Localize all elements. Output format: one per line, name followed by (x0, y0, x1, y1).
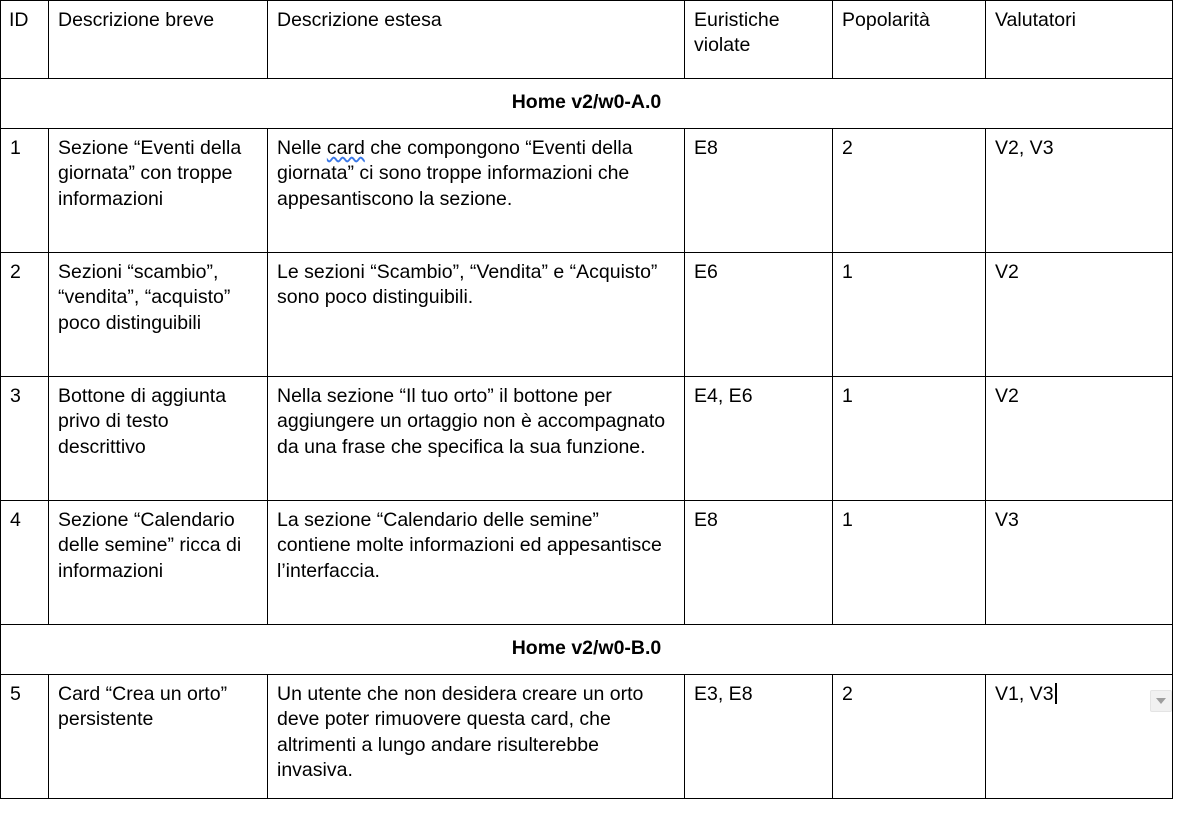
cell-euristiche-violate[interactable]: E8 (685, 129, 833, 253)
table-row (1, 501, 1173, 625)
cell-id: 1 (1, 129, 49, 253)
estesa-text-post: che compongono “Eventi della giornata” ci sono troppe informazioni che appesantiscono la sezione. (277, 137, 633, 210)
text-cursor (1055, 683, 1057, 704)
table-header (1, 1, 1173, 79)
section-title-home-v2-w0-a0: Home v2/w0-A.0 (1, 79, 1173, 129)
cell-valutatori[interactable]: V2 (986, 253, 1173, 377)
chevron-down-icon[interactable] (1150, 690, 1172, 712)
cell-descrizione-breve[interactable]: Sezione “Calendario delle semine” ricca di informazioni (49, 501, 268, 625)
cell-popolarita[interactable]: 2 (833, 675, 986, 799)
cell-valutatori-text: V1, V3 (995, 683, 1054, 705)
section-header-row (1, 625, 1173, 675)
table-row (1, 377, 1173, 501)
table-header-row (1, 1, 1173, 79)
cell-popolarita[interactable]: 1 (833, 501, 986, 625)
cell-descrizione-estesa[interactable]: Nella sezione “Il tuo orto” il bottone per aggiungere un ortaggio non è accompagnato da una frase che specifica la sua funzione. (268, 377, 685, 501)
section-header-row (1, 79, 1173, 129)
cell-descrizione-estesa[interactable]: Le sezioni “Scambio”, “Vendita” e “Acquisto” sono poco distinguibili. (268, 253, 685, 377)
table-row (1, 675, 1173, 799)
table-row (1, 129, 1173, 253)
cell-descrizione-breve[interactable]: Card “Crea un orto” persistente (49, 675, 268, 799)
cell-popolarita[interactable]: 1 (833, 377, 986, 501)
cell-descrizione-breve[interactable]: Bottone di aggiunta privo di testo descrittivo (49, 377, 268, 501)
chevron-down-glyph (1156, 698, 1166, 704)
cell-descrizione-breve[interactable]: Sezione “Eventi della giornata” con troppe informazioni (49, 129, 268, 253)
column-header-id: ID (1, 1, 49, 79)
cell-valutatori[interactable]: V3 (986, 501, 1173, 625)
table-body (1, 79, 1173, 799)
cell-id: 4 (1, 501, 49, 625)
estesa-text-pre: Nelle (277, 137, 327, 159)
cell-descrizione-breve[interactable]: Sezioni “scambio”, “vendita”, “acquisto” poco distinguibili (49, 253, 268, 377)
column-header-euristiche-violate (685, 1, 833, 79)
column-header-valutatori: Valutatori (986, 1, 1173, 79)
cell-euristiche-violate[interactable]: E3, E8 (685, 675, 833, 799)
column-header-popolarita: Popolarità (833, 1, 986, 79)
cell-valutatori[interactable]: V2, V3 (986, 129, 1173, 253)
table-row (1, 253, 1173, 377)
cell-descrizione-estesa[interactable]: Un utente che non desidera creare un orto deve poter rimuovere questa card, che altrimenti a lungo andare risulterebbe invasiva. (268, 675, 685, 799)
section-title-home-v2-w0-b0: Home v2/w0-B.0 (1, 625, 1173, 675)
cell-popolarita[interactable]: 2 (833, 129, 986, 253)
column-header-descrizione-estesa: Descrizione estesa (268, 1, 685, 79)
column-header-descrizione-breve: Descrizione breve (49, 1, 268, 79)
cell-euristiche-violate[interactable]: E4, E6 (685, 377, 833, 501)
cell-descrizione-estesa[interactable] (268, 129, 685, 253)
cell-euristiche-violate[interactable]: E8 (685, 501, 833, 625)
cell-valutatori[interactable]: V2 (986, 377, 1173, 501)
cell-descrizione-estesa[interactable]: La sezione “Calendario delle semine” contiene molte informazioni ed appesantisce l’interfaccia. (268, 501, 685, 625)
cell-popolarita[interactable]: 1 (833, 253, 986, 377)
cell-valutatori-active[interactable] (986, 675, 1173, 799)
cell-id: 2 (1, 253, 49, 377)
column-header-euristiche-line2: violate (694, 34, 751, 57)
cell-euristiche-violate[interactable]: E6 (685, 253, 833, 377)
column-header-euristiche-line1: Euristiche (694, 9, 780, 31)
cell-id: 5 (1, 675, 49, 799)
cell-id: 3 (1, 377, 49, 501)
spellcheck-misspelled-word[interactable]: card (326, 137, 365, 159)
